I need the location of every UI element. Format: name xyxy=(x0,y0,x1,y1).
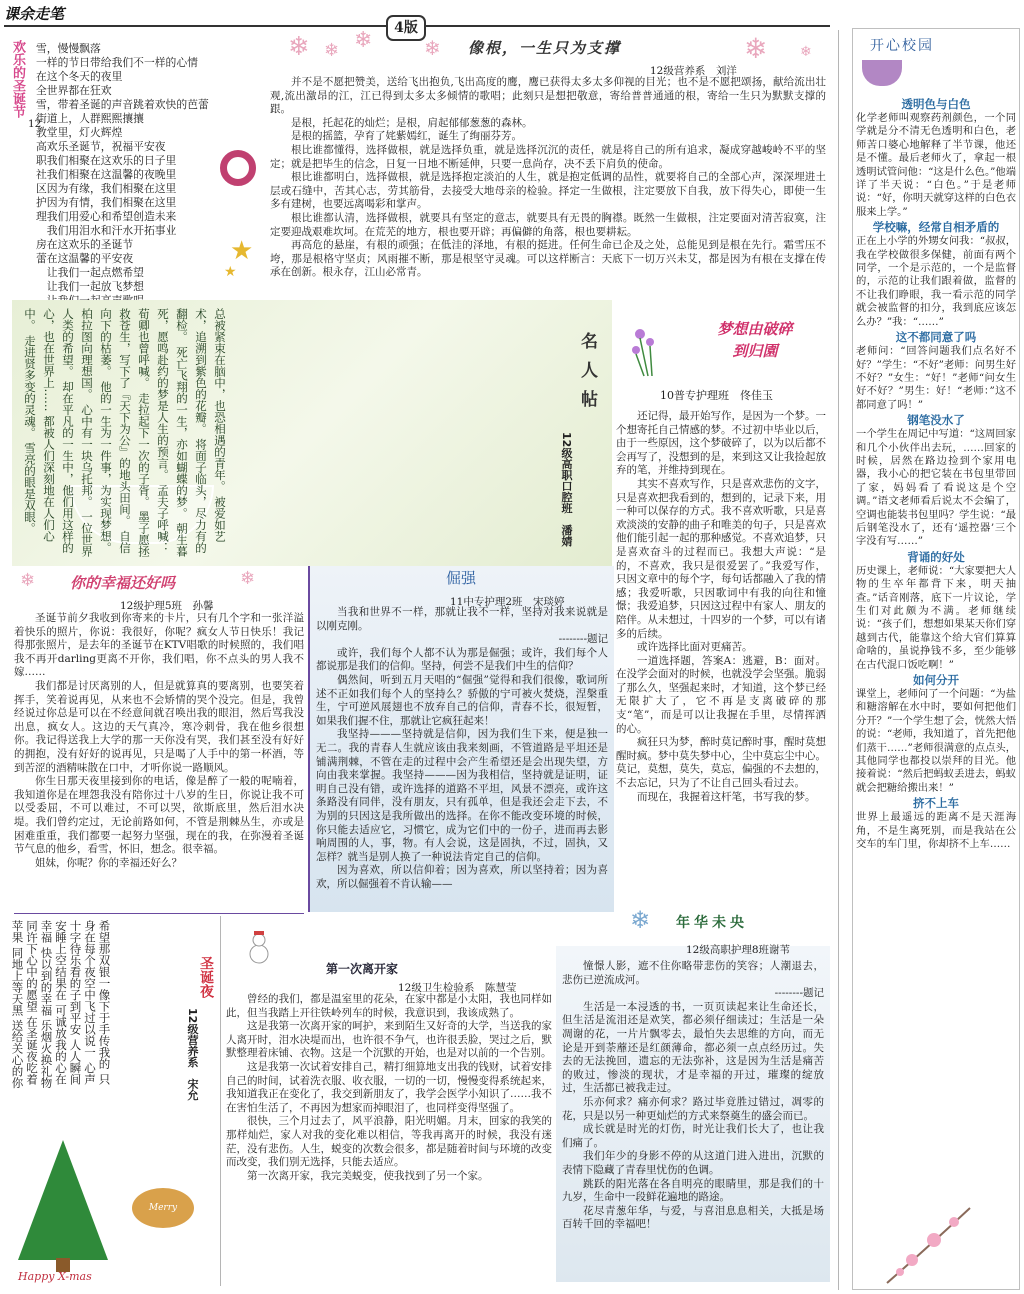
paragraph: 圣诞节前夕我收到你寄来的卡片，只有几个字和一张洋溢着快乐的照片，你说：我很好，你呢？疯女人节日快乐！我记得那张照片，是去年的圣诞节在KTV唱歌的时候照的，我们唱我不再开darling更离不开你，我们唱，你不点头的男人我不嫁…… xyxy=(14,612,304,679)
paragraph: 姐妹，你呢？你的幸福还好么？ xyxy=(35,856,182,869)
paragraph: 你生日那天夜里接到你的电话，像是醉了一般的呢喃着，我知道你是在埋怨我没有陪你过十八岁的生日，你说让我不可以受委屈，不可以难过，不可以哭，欲斯底里，然后泪水决堤。我们曾约定过，无论前路如何，不管是荆棘丛生，亦或是困难重重，我们都要一起努力坚强，现在的我，在弥漫着圣诞节气息的他乡，看雪，怀旧，想念。很幸福。 xyxy=(14,775,304,856)
joke-heading: 挤不上车 xyxy=(913,796,959,811)
poem-vertical-title: 欢乐的圣诞节 xyxy=(10,40,25,118)
paragraph: 第一次离开家，我完美蜕变，使我找到了另一个家。 xyxy=(247,1169,489,1182)
star-icon: ★ xyxy=(230,236,254,266)
poem-line: 房在这欢乐的圣诞节 xyxy=(36,238,134,251)
poem-line: 雪，慢慢飘落 xyxy=(36,42,101,55)
quote-column: 总被紧束在脑中，也恐相遇的青年。 xyxy=(213,308,227,492)
snowflake-icon: ❄ xyxy=(20,570,36,591)
joke-text: 正在上小学的外甥女问我：“叔叔，我在学校做很多保健，前面有两个同学，一个是示范的，一个是监督的，示范的让我们跟着做，监督的不让我们睁眼，我一看示范的同学就会被监督的扣分，我到底应该怎么办？”我：“……” xyxy=(856,235,1016,328)
joke-text: 化学老师叫观察药剂颜色，一个同学就是分不清无色透明和白色，老师苦口婆心地解释了半节课，他还是不懂。最后老师火了，拿起一根透明试管问他：“这是什么色。”他端详了半天说：“白色。”于是老师说：“好，你明天就穿这样的白色衣服来上学。” xyxy=(856,112,1016,218)
quote-column: 孟夫子呼喊：荀卿也曾呼喊。 xyxy=(137,308,170,554)
paragraph: 偶然间，听到五月天唱的“倔强”觉得和我们很像，歌词所述不正如我们每个人的坚持么？骄傲的宁可被火焚烧，涅槃重生，宁可逆风展翅也不放弃自己的信仰，青春不长，很短暂，如果我们握不住，那就让它疯狂起来！ xyxy=(316,673,608,727)
poem-column: 同地上等天黑 xyxy=(10,946,25,1016)
poem-column: 心声十字待乐看的子到平安 xyxy=(68,920,97,1085)
quote-column: 雪亮的眼是双眼。 xyxy=(23,441,37,534)
sidebar-jokes xyxy=(856,96,1016,852)
joke-text: 世界上最遥远的距离不是天涯海角，不是生离死别，而是我站在公交车的车门里，你却挤不上车…… xyxy=(856,811,1016,851)
merry-christmas-card: Merry Christmas xyxy=(132,1188,194,1228)
poem-line: 区因为有缘，我们相聚在这里 xyxy=(36,182,177,195)
joke-text: 历史课上，老师说：“大家要把大人物的生卒年都背下来，明天抽查。”话音刚落，底下一片议论，学生们对此颇为不满。老师继续说：“孩子们，想想如果某天你们穿越到古代，能靠这个给大官们算算命啥的，虽说挣钱不多，至少能够在古代混口饭吃啊！” xyxy=(856,564,1016,671)
poem-line: 教堂里，灯火辉煌 xyxy=(36,126,123,139)
snowflake-icon: ❄ xyxy=(800,44,812,60)
poem-line: 理我们用爱心和希望创造未来 xyxy=(36,210,177,223)
paragraph: 是根，托起花的灿烂；是根，肩起郁郁葱葱的森林。 xyxy=(291,116,533,129)
poem-line: 在这个冬天的夜里 xyxy=(36,70,123,83)
paragraph: 再高危的悬崖，有根的顽强；在低洼的泽地，有根的挺进。任何生命已企及之处，总能见到是根在先行。霜雪压不垮，那是根格守坚贞；风雨摧不断，那是根坚守灵魂。可以这样断言：天底下一切万兴未艾，都是因为有根在支撑在传承在创新。根永存，江山必常青。 xyxy=(270,239,826,279)
poem-class-label: 12 xyxy=(28,118,42,130)
joke-heading: 透明色与白色 xyxy=(901,97,971,111)
years-body xyxy=(562,960,824,1232)
quote-column: 他的一生为一件事，为实现梦想。 xyxy=(99,380,113,554)
joke-heading: 如何分开 xyxy=(913,673,959,688)
quote-column: 自信向下的枯萎。 xyxy=(99,308,132,554)
poem-column: 快以到的幸福 xyxy=(39,946,54,1016)
article-root-body xyxy=(270,76,826,280)
joke-heading: 这不都同意了吗 xyxy=(895,330,977,345)
quote-column: 一位世界人类的希望。 xyxy=(61,308,94,557)
luck-author: 12级护理5班 孙馨 xyxy=(120,600,214,612)
christmas-tree-icon xyxy=(18,1140,108,1260)
paragraph: 我坚持———坚持就是信仰，因为我们生下来，便是独一无二。我的青春人生就应该由我来刻画，不管道路是平坦还是铺满荆棘，不管在走的过程中会产生希望还是会出现失望，方向由我来掌握。我坚持———因为我相信，坚持就是证明，证明自己没有错，或许选择的道路不平坦，风景不漂亮，或许这条路没有同伴，没有朋友，只有孤单，但是我还会走下去，不为别的只因这是我所做出的选择。在你不能改变环境的时候，你只能去适应它，习惯它，成为它们中的一份子，进而再去影响周围的人，事，物。有人会说，这是固执，不过，固执，又怎样？就当是别人换了一种说法肯定自己的信仰。 xyxy=(316,728,608,863)
quote-column: 都被人们深刻地在人们心中。 xyxy=(23,308,56,542)
stubborn-author: 11中专护理2班 宋琰婷 xyxy=(450,596,565,608)
dream-title-line: 梦想由破碎 xyxy=(717,320,793,338)
poem-line: 我们用泪水和汗水开拓事业 xyxy=(36,224,177,237)
joke-text: 老师问：“回答问题我们点名好不好？”学生：“不好”老师：问男生好不好？”女生：“好！”老师“问女生好不好？”男生：好！“老师：”这不都同意了吗！” xyxy=(856,345,1016,411)
snowflake-icon: ❄ xyxy=(354,28,373,53)
epigraph-mark: --------题记 xyxy=(774,987,824,1000)
joke-text: 课堂上，老师问了一个问题：“为盐和糖溶解在水中时，要如何把他们分开？”一个学生想了会，恍然大悟的说：“老师，我知道了，首先把他们蒸干……”老师很满意的点点头，其他同学也都投以崇拜的目光。他接着说：“然后把蚂蚁丢进去，蚂蚁就会把糖给搬出来！” xyxy=(856,688,1016,794)
paragraph: 我们都是讨厌离别的人，但是就算真的要离别，也要笑着挥手，笑着说再见，从来也不会矫情的哭个没完。但是，我曾经说过你总是可以在不经意间就召唤出我的眼泪，然后骂我没出息，疯女人。这边的天气真冷，寒冷刺骨，我在他乡很想你。我记得送我上大学的那一天你没有哭，我们甚至没有好好的拥抱，没有好好的说再见，只是喝了人手中的第一杯酒，等到苦涩的酒精味散在口中，才听你说一路顺风。 xyxy=(14,679,304,774)
column-divider xyxy=(308,566,310,912)
paragraph: 我们年少的身影不停的从这道门进入进出，沉默的表情下隐藏了青春里忧伤的色调。 xyxy=(562,1150,824,1176)
paragraph: 或许，我们每个人都不认为那是倔强；或许，我们每个人都说那是我们的信仰。坚持，何尝不是我们中生的信仰？ xyxy=(316,646,608,673)
poem-line: 一样的节日带给我们不一样的心情 xyxy=(36,56,198,69)
snowflake-icon: ❄ xyxy=(324,40,340,61)
poem-line: 护因为有情，我们相聚在这里 xyxy=(36,196,177,209)
dream-title-line: 到归園 xyxy=(732,342,778,360)
poem-column: 人人瞬间安睡上空结果在 xyxy=(54,920,83,1085)
paragraph: 成长就是时光的灯伤，时光让我们长大了，也让我们痛了。 xyxy=(562,1123,824,1149)
star-icon: ★ xyxy=(224,264,237,280)
years-title: 年华未央 xyxy=(676,915,748,931)
paragraph: 而现在，我握着这杆笔，书写我的梦。 xyxy=(637,790,816,803)
poem-line: 让我们一起放飞梦想 xyxy=(36,280,144,293)
blossom-illustration xyxy=(882,1198,972,1288)
dream-body xyxy=(616,410,826,804)
joke-heading: 钢笔没水了 xyxy=(907,413,965,428)
paragraph: 这是我第一次离开家的呵护，来到陌生又好奇的大学，当送我的家人离开时，泪水决堤而出，也许很不争气，也许很丢脸，哭过之后，默默整理着床铺、衣物。这是一个沉默的开始，也是对以前的一个告别。 xyxy=(226,1020,552,1060)
snowflake-icon: ❄ xyxy=(630,906,651,934)
famous-title: 名人帖 xyxy=(577,332,597,419)
joke-text: 一个学生在周记中写道：“这周回家和几个小伙伴出去玩，……回家的时候，居然在路边捡到个家用电器，我小心的把它装在书包里带回了家，妈妈看了看说这是个空调。”语文老师看后说太不会编了，空调也能装书包里吗？学生说：“最后钢笔没水了，还有‘遥控器’三个字没有写……” xyxy=(856,428,1016,548)
joke-heading: 学校嘛，经常自相矛盾的 xyxy=(872,220,1000,235)
stubborn-body xyxy=(316,606,608,891)
first-leave-body xyxy=(226,993,552,1183)
quote-column: 走拉起下一次的子胥。 xyxy=(137,392,151,508)
xmas-eve-columns xyxy=(10,920,112,1090)
poem-column: 可诚放我的心在幸福 xyxy=(39,920,68,1085)
famous-author: 12级高职口腔班 潘婧 xyxy=(560,432,573,547)
poem-column: 在圣诞夜吃着苹果 xyxy=(10,920,39,1085)
quote-column: 心中有一块乌托邦。 xyxy=(80,403,94,508)
christmas-wreath-icon xyxy=(220,150,256,186)
poem-column: 乐烟火换礼物 xyxy=(39,1019,54,1089)
quote-column: 墨子愿拯救苍生，写下了『天下为公』的地头田间。 xyxy=(118,308,151,557)
paragraph: 一道选择题，答案A：逃避，B：面对。在没学会面对的时候，也就没学会坚强。脆弱了那么久，坚强起来时，才知道，这个梦已经无限扩大了，它不再是支离破碎的那支“笔”，而是可以让我握在手里，尽情挥洒的心。 xyxy=(616,654,826,735)
poem-line: 高欢乐圣诞节，祝福平安夜 xyxy=(36,140,166,153)
paragraph: 根比谁都明白，选择做根，就是选择抱定淡泊的人生，就是抱定低调的品性，就要将自己的全部心声，深深埋进土层或石缝中，苦其心志，劳其筋骨，去接受大地母亲的检验。择定一生做根，注定要放下自我，放下得失心，即使一生多有建树，也要远离喝彩和掌声。 xyxy=(270,171,826,211)
quote-column: 柏拉图向理想国。 xyxy=(80,308,94,400)
first-leave-title: 第一次离开家 xyxy=(326,962,399,976)
joke-heading: 背诵的好处 xyxy=(907,549,965,564)
luck-title: 你的幸福还好吗 xyxy=(70,574,176,592)
paragraph: 乐亦何求？痛亦何求？路过毕竟胜过错过，凋零的花，只是以另一种更灿烂的方式来祭奠生的盛会而已。 xyxy=(562,1095,824,1122)
article-root-author: 12级营养系 刘洋 xyxy=(650,65,737,77)
column-divider xyxy=(838,30,839,1290)
paragraph: 并不是不愿把赞美，送给飞出抱负,飞出高度的鹰，鹰已获得太多太多仰视的目光；也不是不愿把颂扬，献给流出壮观,流出激昂的江，江已得到太多太多倾情的歌唱；此刻只是想把敬意，寄给普普通通的根，寄给一生只为默默支撑的跟。 xyxy=(270,76,826,116)
poem-column: 同许下心中的愿望 xyxy=(25,920,39,1012)
page-number-badge: 4版 xyxy=(386,15,426,41)
poem-line: 街道上，人群熙熙攘攘 xyxy=(36,112,144,125)
poem-column: 希望那双银一像下于手传我的 xyxy=(97,920,112,1070)
sidebar-title: 开心校园 xyxy=(870,38,934,54)
famous-quotes-columns xyxy=(20,308,229,563)
quote-column: 死亡飞翔的一生，亦如蝴蝶的梦。 xyxy=(175,346,189,519)
paragraph: 憧憬人影，遮不住你略带悲伤的笑容；人潮退去，悲伤已逆流成河。 xyxy=(562,960,824,986)
years-author: 12级高职护理8班谢苇 xyxy=(686,944,791,956)
quote-column: 却在平凡的一生中，他们用这样的心，也在世界上…… xyxy=(42,308,75,554)
poem-line: 蕾在这温馨的平安夜 xyxy=(36,252,134,265)
quote-column: 将面子临头，尽力有的翻检。 xyxy=(175,308,208,554)
paragraph: 还记得，最开始写作，是因为一个梦。一个想寄托自己情感的梦。不过初中毕业以后，由于一些原因，这个梦破碎了，以为以后都不会再写了，没想到的是，来到这又让我捡起放弃的笔，并维持到现在。 xyxy=(616,410,826,477)
poem-block xyxy=(36,42,250,308)
paragraph: 因为喜欢，所以信仰着；因为喜欢，所以坚持着；因为喜欢，所以倔强着不肯认输—— xyxy=(316,864,608,890)
paragraph: 根比谁都认清，选择做根，就要具有坚定的意志，就要具有无畏的胸襟。既然一生做根，注定要面对清苦寂寞，注定要迎战艰难坎坷。在荒芜的地方，根也要开辟；再偏僻的角落，根也要耕耘。 xyxy=(270,211,826,238)
page-header-title: 课余走笔 xyxy=(4,5,65,23)
epigraph-mark: --------题记 xyxy=(558,633,608,646)
paragraph: 跳跃的阳光落在各自明亮的眼睛里，那是我们的十九岁，生命中一段鲜花遍地的路途。 xyxy=(562,1177,824,1204)
article-root-title: 像根，一生只为支撑 xyxy=(468,39,622,57)
snowflake-icon: ❄ xyxy=(744,32,768,65)
paragraph: 是根的摇篮，孕育了姹紫嫣红，诞生了绚丽芬芳。 xyxy=(291,130,522,143)
first-leave-author: 12级卫生检验系 陈慧莹 xyxy=(398,982,517,994)
flower-illustration xyxy=(626,320,686,380)
happy-xmas-label: Happy X-mas xyxy=(18,1270,92,1283)
poem-line: 职我们相聚在这欢乐的日子里 xyxy=(36,154,177,167)
snowflake-icon: ❄ xyxy=(288,32,310,62)
poem-column: 送给关心的你 xyxy=(10,1019,25,1089)
poem-line: 让我们一起点燃希望 xyxy=(36,266,144,279)
paragraph: 花尽青葱年华，与爱，与喜泪息息相关，大抵是场百转千回的幸福吧！ xyxy=(562,1204,824,1231)
stubborn-title: 倔强 xyxy=(446,569,477,587)
poem-line: 社我们相聚在这温馨的夜晚里 xyxy=(36,168,177,181)
snowman-icon xyxy=(248,930,270,964)
quote-column: 走进贤多变的灵魂。 xyxy=(23,334,37,439)
xmas-eve-title: 圣诞夜 xyxy=(198,956,214,998)
poem-line: 雪，带着圣诞的声音跳着欢快的芭蕾 xyxy=(36,98,209,111)
snowflake-icon: ❄ xyxy=(424,36,441,60)
paragraph: 当我和世界不一样，那就让我不一样，坚持对我来说就是以刚克刚。 xyxy=(316,606,608,632)
paragraph: 根比谁都懂得，选择做根，就是选择负重，就是选择沉沉的责任，就是将自己的所有追求，凝成穿越峻岭不平的坚定；就是把毕生的信念，日复一日地不断延伸，只要一息尚存，决不丢下肩负的使命。 xyxy=(270,143,826,170)
dream-title xyxy=(680,318,830,362)
column-divider xyxy=(220,916,221,1286)
luck-body xyxy=(14,612,304,870)
paragraph: 疯狂只为梦，醉时莫记醉时事，醒时莫想醒时疯。梦中莫失梦中心，尘中莫忘尘中心。莫记，莫想，莫失，莫忘，偏强的不去想的，不去忘记，只为了不让自己回头看过去。 xyxy=(616,736,826,790)
xmas-eve-author: 12级营养系 宋允 xyxy=(186,1008,199,1101)
paragraph: 曾经的我们，都是温室里的花朵，在家中都是小太阳，我也同样如此，但当我踏上开往铁岭列车的时候，我意识到，我该成熟了。 xyxy=(226,993,552,1019)
paragraph: 生活是一本浸透的书，一页页读起来让生命还长，但生活是流泪还是欢笑，都必须仔细读过；生活是一朵凋谢的花，一片片飘零去，最怕失去思维的方向，而无论是开到荼蘼还是红颜薄命，都必须一点点经历过。失去的无法挽回，遗忘的无法弥补，这是因为生活是痛苦的败过，惨淡的现状，才是幸福的开过，璀璨的绽放过，生活都已被我走过。 xyxy=(562,1000,824,1095)
quote-column: 被爱如艺术，追溯到紫色的花瓣。 xyxy=(194,308,227,542)
paragraph: 这是我第一次试着安排自己，精打细算地支出我的钱财，试着安排自己的时间，试着洗衣服、收衣服，一切的一切，慢慢变得系统起来，我知道我正在变化了，我交到新朋友了，我学会医学小知识了……我不在害怕生活了，不再因为想家而掉眼泪了，也同样变得坚强了。 xyxy=(226,1060,552,1114)
quote-column: 朝生暮死，愿鸣赴约的梦是人生的预言。 xyxy=(156,308,189,557)
poem-column: 只身在每个夜空中飞过以说一 xyxy=(83,920,112,1085)
paragraph: 很快，三个月过去了，风平浪静，阳光明媚。月末，回家的我笑的那样灿烂，家人对我的变化难以相信，等我再离开的时候，我没有迷茫，没有悲伤。人生，蜕变的次数会很多，都是随着时间与环境的改变而改变，我们别无选择，只能去适应。 xyxy=(226,1115,552,1169)
paragraph: 其实不喜欢写作，只是喜欢悲伤的文字，只是喜欢把我看到的，想到的，记录下来，用一种可以保存的方式。我不喜欢听歌，只是喜欢淡淡的安静的曲子和唯美的句子，只是喜欢他们能引起一起的那种感觉。不喜欢追梦，只是喜欢奋斗的过程而已。我想大声说：“是的，不喜欢，我只是很爱罢了。”我爱写作，只因文章中的每个字，每句话都融入了我的情感；我爱听歌，只因歌词中有我的向往和憧憬；我爱追梦，只因这过程中有家人、朋友的陪伴。从未想过，十四岁的一个梦，可以有诸多的后续。 xyxy=(616,477,826,640)
dream-author: 10普专护理班 佟佳玉 xyxy=(660,389,773,402)
row-divider xyxy=(14,913,304,914)
poem-line: 全世界都在狂欢 xyxy=(36,84,112,97)
paragraph: 或许选择比面对更痛苦。 xyxy=(637,641,753,654)
snowflake-icon: ❄ xyxy=(240,568,256,589)
